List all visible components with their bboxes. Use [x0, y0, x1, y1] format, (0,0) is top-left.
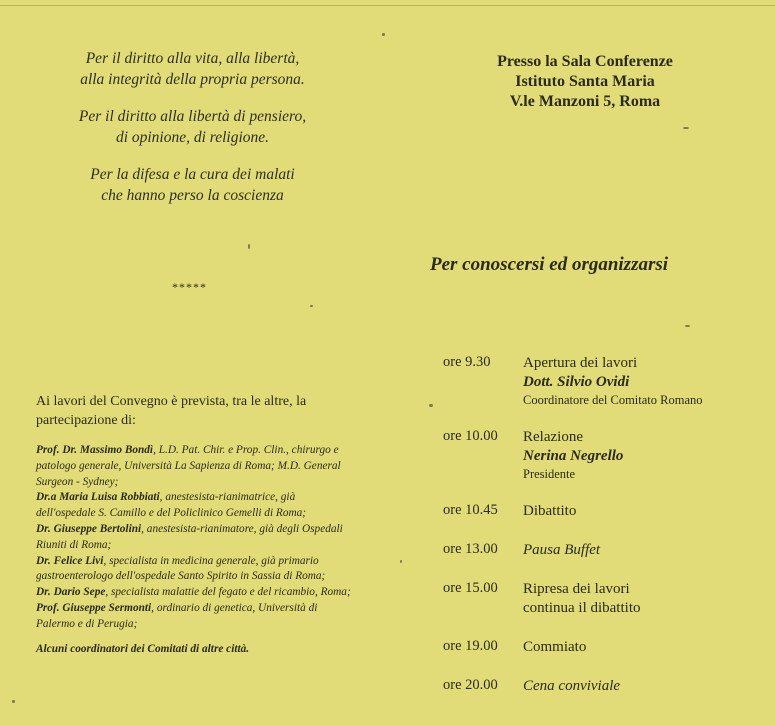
intro-line: partecipazione di:	[36, 413, 136, 428]
schedule-activity: Apertura dei lavori	[523, 355, 638, 371]
participant-entry	[36, 490, 354, 522]
participant-entry	[36, 601, 354, 633]
participant-entry	[36, 522, 354, 554]
schedule-time: ore 15.00	[443, 580, 498, 596]
schedule-body	[523, 354, 775, 409]
participant-description: , L.D. Pat. Chir. e Prop. Clin., chirurgo e patologo generale, Università La Sapienza di Roma; M.D. General Surgeon - Sydney;	[36, 444, 341, 488]
venue-line: V.le Manzoni 5, Roma	[509, 93, 661, 110]
participant-name: Dr.a Maria Luisa Robbiati	[36, 491, 160, 504]
venue-line: Istituto Santa Maria	[515, 73, 655, 90]
schedule-activity: Ripresa dei lavori	[523, 581, 630, 597]
participant-entry	[36, 554, 354, 586]
participant-description: , specialista in medicina generale, già primario gastroenterologo dell'ospedale Santo Spirito in Sassia di Roma;	[36, 554, 326, 583]
schedule-body	[523, 580, 775, 618]
participant-name: Dr. Dario Sepe	[36, 586, 106, 599]
participant-name: Dr. Felice Livi	[36, 554, 104, 567]
schedule-time: ore 13.00	[443, 541, 498, 557]
event-subtitle: Per conoscersi ed organizzarsi	[430, 254, 669, 275]
schedule-role: Presidente	[523, 467, 576, 481]
schedule-time: ore 10.45	[443, 502, 498, 518]
schedule-body	[523, 677, 775, 696]
motto-line: Per il diritto alla vita, alla libertà,	[85, 50, 300, 67]
participant-description: , anestesista-rianimatrice, già dell'ospedale S. Camillo e del Policlinico Gemelli di Roma;	[36, 491, 307, 520]
intro-line: Ai lavori del Convegno è prevista, tra le altre, la	[36, 394, 307, 409]
motto-line: di opinione, di religione.	[115, 129, 270, 146]
schedule-activity: Dibattito	[523, 503, 577, 519]
participant-entry	[36, 443, 354, 490]
participant-description: , anestesista-rianimatore, già degli Ospedali Riuniti di Roma;	[36, 522, 343, 551]
participant-description: , ordinario di genetica, Università di Palermo e di Perugia;	[36, 601, 318, 630]
schedule-time: ore 19.00	[443, 638, 498, 654]
schedule-speaker: Nerina Negrello	[523, 448, 624, 464]
participant-entry	[36, 585, 354, 601]
motto-line: Per la difesa e la cura dei malati	[90, 166, 295, 183]
participant-name: Prof. Giuseppe Sermonti	[36, 601, 152, 614]
participants-list	[36, 443, 354, 669]
schedule-role: Coordinatore del Comitato Romano	[523, 393, 703, 407]
schedule-time: ore 20.00	[443, 677, 498, 693]
schedule-activity: Commiato	[523, 639, 587, 655]
schedule-activity: Pausa Buffet	[523, 542, 601, 558]
schedule-body	[523, 541, 775, 560]
schedule-time: ore 10.00	[443, 428, 498, 444]
schedule-speaker: Dott. Silvio Ovidi	[523, 374, 630, 390]
closing-note: Alcuni coordinatori dei Comitati di altre città.	[36, 642, 250, 655]
schedule-activity: Relazione	[523, 429, 583, 445]
schedule-time: ore 9.30	[443, 354, 491, 370]
venue-line: Presso la Sala Conferenze	[497, 53, 673, 70]
participant-description: , specialista malattie del fegato e del ricambio, Roma;	[105, 586, 351, 599]
schedule-body	[523, 428, 775, 483]
motto-paragraph	[0, 164, 385, 206]
schedule-body	[523, 502, 775, 521]
motto-line: alla integrità della propria persona.	[80, 71, 305, 88]
motto-paragraph	[0, 106, 385, 148]
motto-line: Per il diritto alla libertà di pensiero,	[78, 108, 307, 125]
motto-paragraph	[0, 48, 385, 90]
schedule-activity: Cena conviviale	[523, 678, 621, 694]
venue-block	[390, 52, 775, 112]
motto-line: che hanno perso la coscienza	[101, 187, 284, 204]
schedule-body	[523, 638, 775, 657]
intro-text	[36, 392, 356, 430]
separator-stars: *****	[172, 280, 207, 294]
schedule-activity: continua il dibattito	[523, 600, 641, 616]
participant-name: Dr. Giuseppe Bertolini	[36, 522, 142, 535]
participant-name: Prof. Dr. Massimo Bondì	[36, 444, 154, 456]
right-panel	[390, 0, 775, 725]
